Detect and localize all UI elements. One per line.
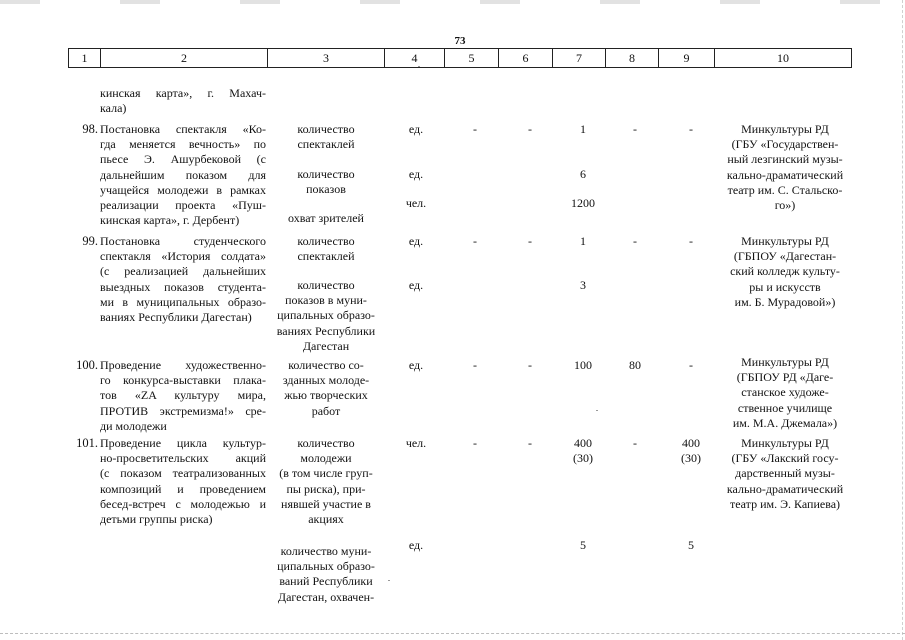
indicator-line: (в том числе груп- (279, 466, 373, 481)
indicator-line: спектаклей (297, 249, 355, 264)
header-col-10: 10 (714, 49, 852, 67)
responsible-line: им. М.А. Джемала») (732, 415, 838, 430)
continuation-text (100, 86, 266, 116)
value-col7: 1200 (571, 196, 595, 210)
value-col7: 3 (580, 278, 586, 292)
indicator-name (270, 544, 382, 605)
value-col7: 1 (580, 234, 586, 248)
indicator-line: работ (311, 403, 341, 418)
header-col-7: 7 (552, 49, 605, 67)
unit: ед. (408, 278, 424, 292)
title-line: го конкурса-выставки плака- (100, 373, 266, 388)
scan-edge-top (0, 0, 905, 4)
row-number: 101. (76, 436, 98, 450)
responsible-line: (ГБПОУ РД «Даге- (736, 370, 834, 385)
responsible-line: ский колледж культу- (730, 264, 840, 279)
indicator-line: показов в муни- (285, 293, 367, 308)
indicator-line: ваний Республики (279, 574, 373, 589)
value-col5: - (473, 234, 477, 248)
header-col-4: 4 (384, 49, 444, 67)
indicator-line: Дагестан (302, 338, 350, 353)
unit: ед. (408, 358, 424, 372)
indicator-line: охват зрителей (288, 211, 364, 225)
responsible-line: го») (774, 198, 796, 213)
indicator-name (270, 358, 382, 419)
unit: чел. (405, 436, 427, 450)
value-col9: - (689, 234, 693, 248)
value-col9: - (689, 122, 693, 136)
responsible-line: Минкультуры РД (741, 122, 829, 136)
scan-speck (596, 410, 598, 411)
indicator-name (270, 122, 382, 152)
value-line: (30) (573, 451, 593, 466)
title-line: пьесе Э. Ашурбековой (с (100, 152, 266, 167)
indicator-line: нявшей участие в (281, 496, 371, 511)
indicator-line: Дагестан, охвачен- (277, 589, 375, 604)
scan-speck (418, 66, 420, 67)
responsible-line: кально-драматический (726, 481, 844, 496)
title-line: учащейся молодежи в рамках (100, 182, 266, 197)
continuation-line: кинская карта», г. Махач- (100, 86, 266, 100)
row-number: 99. (82, 234, 98, 248)
title-line: но-просветительских акций (100, 451, 266, 466)
header-col-8: 8 (605, 49, 658, 67)
indicator-line: количество (297, 278, 355, 292)
indicator-line: ваниях Республики (276, 323, 376, 338)
title-line: гда меняется вечность» по (100, 137, 266, 152)
value-col6: - (528, 436, 532, 450)
scan-speck (388, 580, 390, 581)
responsible-line: станское художе- (741, 385, 829, 400)
indicator-line: жью творческих (284, 388, 368, 403)
responsible-line: театр им. С. Стальско- (727, 182, 843, 197)
value-col7: 5 (580, 538, 586, 552)
indicator-line: количество муни- (280, 544, 372, 558)
value-col6: - (528, 234, 532, 248)
title-line: дальнейшим показом для (100, 167, 266, 182)
value-col5: - (473, 122, 477, 136)
header-col-2: 2 (100, 49, 267, 67)
responsible-org (720, 122, 850, 213)
table-header (68, 48, 852, 68)
responsible-line: ры и искусств (749, 279, 821, 294)
value-col5: - (473, 436, 477, 450)
indicator-line: молодежи (300, 451, 352, 466)
value-col7: 100 (574, 358, 592, 372)
indicator-line: пы риска), при- (286, 481, 366, 496)
title-line: тов «ZA культуру мира, (100, 388, 266, 403)
unit: ед. (408, 538, 424, 552)
indicator-name (270, 167, 382, 197)
title-line: спектакля «История солдата» (100, 249, 266, 264)
responsible-line: (ГБПОУ «Дагестан- (733, 249, 837, 264)
title-line: ваниях Республики Дагестан) (100, 310, 252, 325)
indicator-line: зданных молоде- (282, 373, 370, 388)
indicator-line: количество (297, 167, 355, 181)
responsible-line: дарственный музы- (735, 466, 835, 481)
unit: ед. (408, 122, 424, 136)
value-col8: 80 (629, 358, 641, 372)
title-line: (с реализацией дальнейших (100, 264, 266, 279)
value-col8: - (633, 234, 637, 248)
unit: ед. (408, 234, 424, 248)
title-line: реализации проекта «Пуш- (100, 198, 266, 213)
indicator-line: количество (297, 436, 355, 450)
responsible-line: Минкультуры РД (741, 234, 829, 248)
value-col9: - (689, 358, 693, 372)
value-col7 (560, 436, 606, 466)
row-number: 98. (82, 122, 98, 136)
indicator-name (270, 211, 382, 226)
title-line: выездных показов студента- (100, 279, 266, 294)
value-col8: - (633, 436, 637, 450)
scan-edge-bottom (0, 633, 905, 636)
row-title (100, 122, 266, 228)
row-number: 100. (76, 358, 98, 372)
responsible-line: ственное училище (737, 400, 833, 415)
indicator-name (270, 234, 382, 264)
header-col-1: 1 (68, 49, 100, 67)
indicator-line: количество (297, 122, 355, 136)
unit: чел. (405, 196, 427, 210)
responsible-line: театр им. Э. Капиева) (729, 496, 841, 511)
value-line: 400 (682, 436, 700, 450)
value-line: 400 (574, 436, 592, 450)
title-line: композиций и проведением (100, 481, 266, 496)
responsible-org (720, 436, 850, 512)
responsible-line: Минкультуры РД (741, 436, 829, 450)
title-line: Постановка студенческого (100, 234, 266, 248)
unit: ед. (408, 167, 424, 181)
indicator-line: ципальных образо- (277, 308, 375, 323)
row-title (100, 436, 266, 527)
responsible-line: (ГБУ «Государствен- (731, 137, 839, 152)
indicator-line: показов (306, 182, 346, 197)
header-col-9: 9 (658, 49, 714, 67)
page-number: 73 (454, 35, 466, 47)
responsible-line: Минкультуры РД (741, 355, 829, 369)
title-line: Проведение художественно- (100, 358, 266, 372)
header-col-5: 5 (444, 49, 498, 67)
title-line: детьми группы риска) (100, 512, 213, 527)
title-line: бесед-встреч с молодежью и (100, 496, 266, 511)
responsible-line: (ГБУ «Лакский госу- (731, 451, 839, 466)
title-line: ми в муниципальных образо- (100, 294, 266, 309)
header-col-6: 6 (498, 49, 552, 67)
responsible-org (720, 355, 850, 431)
indicator-line: ципальных образо- (277, 559, 375, 574)
indicator-line: количество (297, 234, 355, 248)
indicator-name (270, 436, 382, 527)
title-line: ди молодежи (100, 418, 167, 433)
row-title (100, 358, 266, 434)
title-line: кинская карта», г. Дербент) (100, 213, 240, 228)
responsible-org (720, 234, 850, 310)
value-line: (30) (681, 451, 701, 466)
title-line: Проведение цикла культур- (100, 436, 266, 450)
title-line: (с показом театрализованных (100, 466, 266, 481)
responsible-line: им. Б. Мурадовой») (734, 294, 836, 309)
value-col7: 1 (580, 122, 586, 136)
value-col9 (668, 436, 714, 466)
title-line: Постановка спектакля «Ко- (100, 122, 266, 136)
row-title (100, 234, 266, 325)
value-col8: - (633, 122, 637, 136)
scan-edge-right (902, 0, 904, 640)
indicator-line: акциях (308, 512, 344, 527)
responsible-line: кально-драматический (726, 167, 844, 182)
value-col7: 6 (580, 167, 586, 181)
title-line: ПРОТИВ экстремизма!» сре- (100, 403, 266, 418)
value-col9: 5 (688, 538, 694, 552)
value-col5: - (473, 358, 477, 372)
indicator-line: количество со- (288, 358, 364, 372)
continuation-line: кала) (100, 101, 127, 116)
indicator-line: спектаклей (297, 137, 355, 152)
header-col-3: 3 (267, 49, 384, 67)
responsible-line: ный лезгинский музы- (727, 152, 843, 167)
value-col6: - (528, 122, 532, 136)
indicator-name (270, 278, 382, 354)
value-col6: - (528, 358, 532, 372)
